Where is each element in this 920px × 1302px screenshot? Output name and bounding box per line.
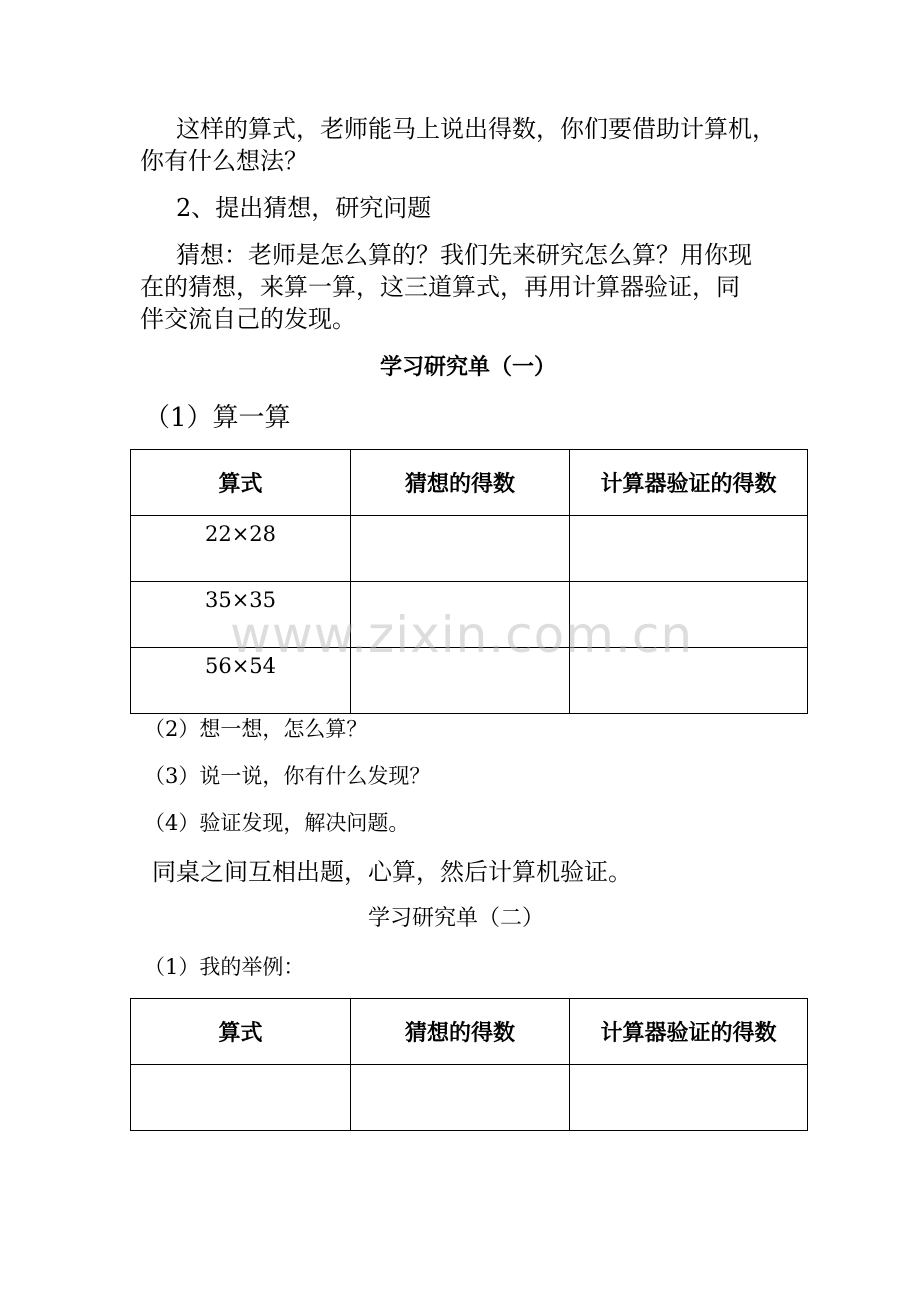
verify-cell[interactable] bbox=[570, 516, 808, 582]
header-guess: 猜想的得数 bbox=[351, 999, 570, 1065]
watermark: www.zixin.com.cn bbox=[230, 606, 694, 664]
verify-cell[interactable] bbox=[570, 1065, 808, 1131]
guess-cell[interactable] bbox=[351, 1065, 570, 1131]
sheet1-note: 同桌之间互相出题，心算，然后计算机验证。 bbox=[152, 858, 632, 886]
expression-cell: 35×35 bbox=[131, 582, 351, 648]
expression-cell: 56×54 bbox=[131, 648, 351, 714]
sheet2-section-1: （1）我的举例： bbox=[144, 955, 305, 979]
sheet2-title: 学习研究单（二） bbox=[368, 906, 545, 931]
table-row bbox=[131, 516, 808, 582]
table-row bbox=[131, 582, 808, 648]
paragraph-1-line-1: 这样的算式，老师能马上说出得数，你们要借助计算机， bbox=[176, 115, 776, 143]
header-guess: 猜想的得数 bbox=[351, 450, 570, 516]
expression-cell[interactable] bbox=[131, 1065, 351, 1131]
guess-cell[interactable] bbox=[351, 648, 570, 714]
guess-cell[interactable] bbox=[351, 582, 570, 648]
sheet1-title: 学习研究单（一） bbox=[380, 354, 557, 380]
paragraph-2: 2、提出猜想，研究问题 bbox=[176, 194, 432, 222]
header-verify: 计算器验证的得数 bbox=[570, 450, 808, 516]
sheet1-section-2: （2）想一想，怎么算？ bbox=[144, 717, 368, 741]
paragraph-1-line-2: 你有什么想法？ bbox=[140, 147, 308, 175]
verify-cell[interactable] bbox=[570, 582, 808, 648]
header-expression: 算式 bbox=[131, 450, 351, 516]
table-row bbox=[131, 1065, 808, 1131]
paragraph-3-line-1: 猜想：老师是怎么算的？我们先来研究怎么算？用你现 bbox=[176, 241, 752, 269]
verify-cell[interactable] bbox=[570, 648, 808, 714]
paragraph-3-line-3: 伴交流自己的发现。 bbox=[140, 305, 356, 333]
sheet1-table bbox=[130, 449, 808, 714]
sheet1-section-1: （1）算一算 bbox=[144, 403, 291, 433]
table-row bbox=[131, 648, 808, 714]
table-header-row bbox=[131, 450, 808, 516]
sheet1-section-3: （3）说一说，你有什么发现？ bbox=[144, 764, 431, 788]
table-header-row bbox=[131, 999, 808, 1065]
sheet1-section-4: （4）验证发现，解决问题。 bbox=[144, 811, 410, 835]
guess-cell[interactable] bbox=[351, 516, 570, 582]
paragraph-3-line-2: 在的猜想，来算一算，这三道算式，再用计算器验证，同 bbox=[140, 273, 740, 301]
sheet2-table bbox=[130, 998, 808, 1131]
header-expression: 算式 bbox=[131, 999, 351, 1065]
header-verify: 计算器验证的得数 bbox=[570, 999, 808, 1065]
expression-cell: 22×28 bbox=[131, 516, 351, 582]
